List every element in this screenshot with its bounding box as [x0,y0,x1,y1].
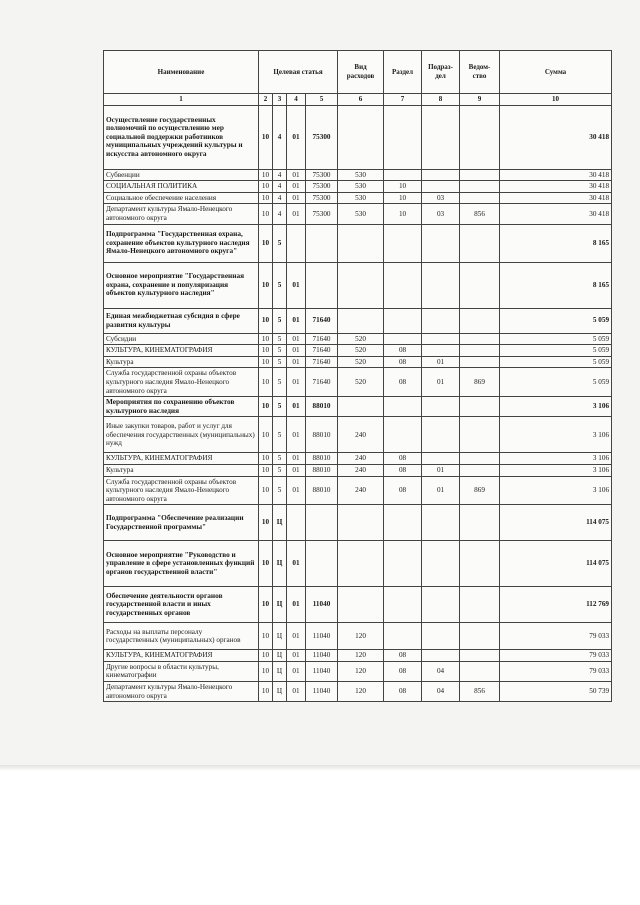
target-program: 10 [259,476,273,505]
header-expense-type: Вид расходов [338,51,384,94]
department-code: 869 [460,476,500,505]
section-code [384,224,422,262]
target-program: 10 [259,397,273,417]
target-direction: 88010 [306,453,338,465]
target-subprogram: Ц [273,541,287,587]
department-code [460,181,500,193]
row-name: Другие вопросы в области культуры, кинематографии [104,661,259,681]
target-program: 10 [259,682,273,702]
target-event: 01 [287,333,306,345]
target-event: 01 [287,308,306,333]
row-name: Основное мероприятие "Государственная охрана, сохранение и популяризация объектов культурного наследия" [104,262,259,308]
table-row [104,541,612,587]
subsection-code [422,453,460,465]
department-code [460,308,500,333]
target-program: 10 [259,224,273,262]
section-code [384,417,422,453]
section-code [384,333,422,345]
row-name: Субсидии [104,333,259,345]
expense-type: 240 [338,464,384,476]
target-program: 10 [259,169,273,181]
target-subprogram: 5 [273,333,287,345]
row-sum: 30 418 [500,181,612,193]
table-row [104,650,612,662]
target-direction: 75300 [306,105,338,169]
subsection-code: 04 [422,682,460,702]
department-code [460,650,500,662]
section-code: 08 [384,650,422,662]
header-sum: Сумма [500,51,612,94]
target-program: 10 [259,368,273,397]
row-name: Подпрограмма "Государственная охрана, сохранение объектов культурного наследия Ямало-Ненецкого автономного округа" [104,224,259,262]
target-subprogram: 5 [273,308,287,333]
table-row [104,181,612,193]
subsection-code: 03 [422,204,460,224]
table-row [104,192,612,204]
row-sum: 114 075 [500,541,612,587]
section-code: 08 [384,661,422,681]
subsection-code [422,224,460,262]
column-number: 4 [287,94,306,106]
target-event: 01 [287,397,306,417]
subsection-code [422,345,460,357]
row-sum: 50 739 [500,682,612,702]
target-direction [306,224,338,262]
expense-type: 240 [338,476,384,505]
table-row [104,308,612,333]
department-code: 856 [460,682,500,702]
table-row [104,682,612,702]
expense-type: 120 [338,661,384,681]
row-name: Иные закупки товаров, работ и услуг для обеспечения государственных (муниципальных) нужд [104,417,259,453]
target-event [287,224,306,262]
row-sum: 5 059 [500,368,612,397]
target-program: 10 [259,345,273,357]
expense-type: 530 [338,181,384,193]
target-subprogram: 4 [273,181,287,193]
target-direction: 75300 [306,181,338,193]
table-row [104,505,612,541]
department-code [460,541,500,587]
expense-type: 120 [338,682,384,702]
subsection-code [422,397,460,417]
target-direction: 88010 [306,464,338,476]
row-name: Единая межбюджетная субсидия в сфере развития культуры [104,308,259,333]
target-direction: 75300 [306,192,338,204]
target-direction: 75300 [306,204,338,224]
expense-type: 520 [338,345,384,357]
expense-type: 530 [338,204,384,224]
subsection-code [422,587,460,623]
target-subprogram: 5 [273,476,287,505]
target-event: 01 [287,192,306,204]
row-name: Культура [104,356,259,368]
table-row [104,204,612,224]
expense-type: 520 [338,356,384,368]
row-sum: 3 106 [500,476,612,505]
target-subprogram: Ц [273,682,287,702]
row-name: Служба государственной охраны объектов культурного наследия Ямало-Ненецкого автономного округа [104,368,259,397]
row-sum: 112 769 [500,587,612,623]
table-row [104,453,612,465]
table-row [104,345,612,357]
department-code [460,464,500,476]
target-program: 10 [259,661,273,681]
expense-type: 120 [338,623,384,650]
target-subprogram: Ц [273,623,287,650]
header-row [104,51,612,94]
department-code [460,262,500,308]
target-event: 01 [287,417,306,453]
target-direction: 71640 [306,308,338,333]
target-program: 10 [259,417,273,453]
subsection-code: 04 [422,661,460,681]
target-direction: 88010 [306,417,338,453]
table-row [104,169,612,181]
section-code [384,505,422,541]
column-number: 8 [422,94,460,106]
section-code: 08 [384,682,422,702]
section-code: 10 [384,204,422,224]
subsection-code: 01 [422,356,460,368]
row-sum: 3 106 [500,464,612,476]
row-sum: 3 106 [500,417,612,453]
expense-type: 530 [338,192,384,204]
expense-type [338,397,384,417]
row-sum: 30 418 [500,204,612,224]
target-subprogram: Ц [273,505,287,541]
target-subprogram: 4 [273,169,287,181]
column-number: 7 [384,94,422,106]
row-name: Социальное обеспечение населения [104,192,259,204]
table-row [104,397,612,417]
section-code: 08 [384,345,422,357]
header-department: Ведом-ство [460,51,500,94]
section-code [384,541,422,587]
column-number: 6 [338,94,384,106]
column-number: 10 [500,94,612,106]
expense-type [338,105,384,169]
row-name: Подпрограмма "Обеспечение реализации Государственной программы" [104,505,259,541]
target-event: 01 [287,464,306,476]
row-sum: 79 033 [500,623,612,650]
target-program: 10 [259,192,273,204]
row-name: Департамент культуры Ямало-Ненецкого автономного округа [104,682,259,702]
expense-type: 530 [338,169,384,181]
subsection-code [422,333,460,345]
department-code [460,192,500,204]
header-target: Целевая статья [259,51,338,94]
table-row [104,262,612,308]
target-direction: 75300 [306,169,338,181]
expense-type [338,262,384,308]
expense-type: 520 [338,368,384,397]
department-code [460,623,500,650]
target-direction: 11040 [306,661,338,681]
target-event: 01 [287,476,306,505]
target-program: 10 [259,505,273,541]
expense-type [338,308,384,333]
target-subprogram: 5 [273,345,287,357]
expense-type: 120 [338,650,384,662]
section-code [384,623,422,650]
target-subprogram: Ц [273,650,287,662]
header-subsection: Подраз-дел [422,51,460,94]
target-direction [306,262,338,308]
subsection-code [422,262,460,308]
target-event: 01 [287,345,306,357]
subsection-code: 01 [422,368,460,397]
target-direction: 71640 [306,356,338,368]
row-sum: 114 075 [500,505,612,541]
row-sum: 30 418 [500,192,612,204]
row-sum: 79 033 [500,661,612,681]
section-code [384,308,422,333]
subsection-code [422,308,460,333]
target-subprogram: 5 [273,356,287,368]
row-sum: 5 059 [500,308,612,333]
target-direction: 71640 [306,368,338,397]
table-body [104,105,612,702]
target-subprogram: 4 [273,105,287,169]
row-sum: 5 059 [500,345,612,357]
table-row [104,661,612,681]
target-event: 01 [287,169,306,181]
target-subprogram: 4 [273,192,287,204]
target-event: 01 [287,368,306,397]
target-event: 01 [287,181,306,193]
row-sum: 30 418 [500,169,612,181]
section-code: 08 [384,476,422,505]
expense-type [338,505,384,541]
target-event [287,505,306,541]
row-name: Культура [104,464,259,476]
department-code: 869 [460,368,500,397]
row-sum: 3 106 [500,453,612,465]
target-subprogram: 5 [273,453,287,465]
subsection-code [422,505,460,541]
row-name: КУЛЬТУРА, КИНЕМАТОГРАФИЯ [104,453,259,465]
table-row [104,587,612,623]
header-name: Наименование [104,51,259,94]
target-subprogram: Ц [273,661,287,681]
department-code [460,505,500,541]
department-code [460,345,500,357]
target-direction [306,505,338,541]
target-program: 10 [259,623,273,650]
table-row [104,417,612,453]
target-direction: 88010 [306,476,338,505]
department-code [460,333,500,345]
subsection-code [422,417,460,453]
table-row [104,623,612,650]
target-direction: 11040 [306,587,338,623]
row-name: СОЦИАЛЬНАЯ ПОЛИТИКА [104,181,259,193]
column-number: 2 [259,94,273,106]
row-name: Основное мероприятие "Руководство и управление в сфере установленных функций органов государственной власти" [104,541,259,587]
target-direction [306,541,338,587]
department-code [460,356,500,368]
column-number: 9 [460,94,500,106]
row-name: Осуществление государственных полномочий по осуществлению мер социальной поддержки работников муниципальных учреждений культуры и искусства автономного округа [104,105,259,169]
row-name: Департамент культуры Ямало-Ненецкого автономного округа [104,204,259,224]
subsection-code [422,650,460,662]
row-sum: 8 165 [500,224,612,262]
department-code [460,417,500,453]
target-program: 10 [259,356,273,368]
target-event: 01 [287,204,306,224]
row-sum: 30 418 [500,105,612,169]
table-row [104,356,612,368]
department-code [460,453,500,465]
subsection-code [422,105,460,169]
header-section: Раздел [384,51,422,94]
row-name: Мероприятия по сохранению объектов культурного наследия [104,397,259,417]
target-direction: 11040 [306,623,338,650]
target-program: 10 [259,541,273,587]
target-program: 10 [259,587,273,623]
section-code: 08 [384,464,422,476]
row-name: Служба государственной охраны объектов культурного наследия Ямало-Ненецкого автономного округа [104,476,259,505]
target-event: 01 [287,587,306,623]
target-program: 10 [259,204,273,224]
expense-type: 240 [338,417,384,453]
subsection-code [422,623,460,650]
row-name: Субвенции [104,169,259,181]
target-direction: 11040 [306,650,338,662]
target-program: 10 [259,650,273,662]
target-event: 01 [287,650,306,662]
target-subprogram: Ц [273,587,287,623]
section-code: 08 [384,453,422,465]
table-row [104,224,612,262]
target-direction: 88010 [306,397,338,417]
page-edge [0,765,640,771]
row-sum: 8 165 [500,262,612,308]
expense-type [338,224,384,262]
target-program: 10 [259,105,273,169]
target-direction: 71640 [306,345,338,357]
section-code [384,397,422,417]
department-code [460,397,500,417]
table-row [104,464,612,476]
department-code [460,169,500,181]
column-number-row [104,94,612,106]
target-subprogram: 5 [273,464,287,476]
row-sum: 79 033 [500,650,612,662]
subsection-code [422,169,460,181]
section-code [384,105,422,169]
row-sum: 5 059 [500,356,612,368]
budget-table [103,50,612,702]
subsection-code [422,541,460,587]
table-row [104,105,612,169]
section-code: 10 [384,192,422,204]
expense-type [338,541,384,587]
target-subprogram: 5 [273,397,287,417]
subsection-code: 01 [422,476,460,505]
department-code [460,224,500,262]
target-program: 10 [259,308,273,333]
row-name: КУЛЬТУРА, КИНЕМАТОГРАФИЯ [104,345,259,357]
department-code: 856 [460,204,500,224]
target-subprogram: 5 [273,224,287,262]
row-name: Расходы на выплаты персоналу государственных (муниципальных) органов [104,623,259,650]
table-row [104,368,612,397]
table-row [104,333,612,345]
subsection-code: 01 [422,464,460,476]
section-code [384,587,422,623]
target-subprogram: 5 [273,417,287,453]
section-code [384,262,422,308]
section-code: 08 [384,368,422,397]
column-number: 5 [306,94,338,106]
target-event: 01 [287,453,306,465]
row-sum: 5 059 [500,333,612,345]
department-code [460,661,500,681]
table-row [104,476,612,505]
target-program: 10 [259,464,273,476]
target-program: 10 [259,181,273,193]
target-subprogram: 5 [273,262,287,308]
expense-type [338,587,384,623]
target-event: 01 [287,356,306,368]
target-event: 01 [287,682,306,702]
target-program: 10 [259,262,273,308]
target-subprogram: 5 [273,368,287,397]
target-event: 01 [287,541,306,587]
subsection-code [422,181,460,193]
expense-type: 520 [338,333,384,345]
target-subprogram: 4 [273,204,287,224]
target-event: 01 [287,661,306,681]
department-code [460,587,500,623]
column-number: 3 [273,94,287,106]
target-direction: 71640 [306,333,338,345]
target-program: 10 [259,453,273,465]
row-name: КУЛЬТУРА, КИНЕМАТОГРАФИЯ [104,650,259,662]
target-direction: 11040 [306,682,338,702]
subsection-code: 03 [422,192,460,204]
target-event: 01 [287,623,306,650]
target-program: 10 [259,333,273,345]
row-sum: 3 106 [500,397,612,417]
row-name: Обеспечение деятельности органов государственной власти и иных государственных органов [104,587,259,623]
column-number: 1 [104,94,259,106]
target-event: 01 [287,262,306,308]
department-code [460,105,500,169]
section-code [384,169,422,181]
expense-type: 240 [338,453,384,465]
section-code: 10 [384,181,422,193]
target-event: 01 [287,105,306,169]
section-code: 08 [384,356,422,368]
